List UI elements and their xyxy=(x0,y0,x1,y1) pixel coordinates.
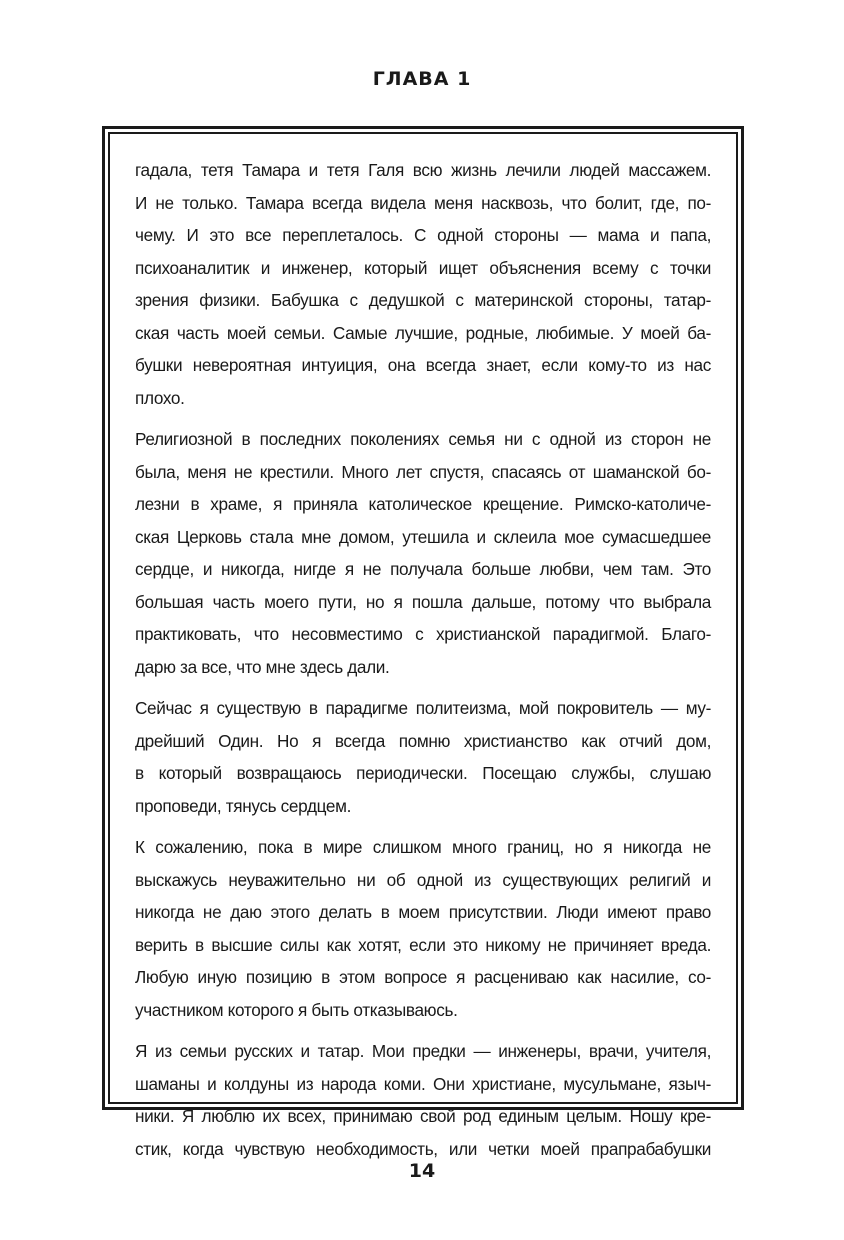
text-line: лезни в храме, я приняла католическое крещение. Римско-католиче- xyxy=(135,494,711,514)
text-line: большая часть моего пути, но я пошла дальше, потому что выбрала xyxy=(135,591,711,612)
text-line: сердце, и никогда, нигде я не получала больше любви, чем там. Это xyxy=(135,559,711,579)
paragraph xyxy=(135,692,711,822)
text-line: шаманы и колдуны из народа коми. Они христиане, мусульмане, языч- xyxy=(135,1073,711,1094)
text-line: ская Церковь стала мне домом, утешила и склеила мое сумасшедшее xyxy=(135,526,711,547)
text-line: гадала, тетя Тамара и тетя Галя всю жизнь лечили людей массажем. xyxy=(135,160,711,180)
text-line: участником которого я быть отказываюсь. xyxy=(135,999,458,1020)
paragraph xyxy=(135,423,711,683)
text-line: ская часть моей семьи. Самые лучшие, родные, любимые. У моей ба- xyxy=(135,322,711,343)
text-line: чему. И это все переплеталось. С одной стороны — мама и папа, xyxy=(135,225,711,245)
paragraph xyxy=(135,154,711,414)
text-line: Любую иную позицию в этом вопросе я расцениваю как насилие, со- xyxy=(135,967,711,987)
text-line: психоаналитик и инженер, который ищет объяснения всему с точки xyxy=(135,257,711,278)
text-line: никогда не даю этого делать в моем присутствии. Люди имеют право xyxy=(135,902,711,922)
text-line: Я из семьи русских и татар. Мои предки — инженеры, врачи, учителя, xyxy=(135,1041,711,1061)
paragraph xyxy=(135,1035,711,1165)
text-line: бушки невероятная интуиция, она всегда знает, если кому-то из нас xyxy=(135,355,711,375)
text-line: К сожалению, пока в мире слишком много границ, но я никогда не xyxy=(135,837,711,857)
text-line: в который возвращаюсь периодически. Посещаю службы, слушаю xyxy=(135,763,711,783)
text-line: дарю за все, что мне здесь дали. xyxy=(135,656,390,677)
chapter-heading: ГЛАВА 1 xyxy=(372,68,472,90)
text-line: проповеди, тянусь сердцем. xyxy=(135,795,352,816)
text-line: ники. Я люблю их всех, принимаю свой род единым целым. Ношу кре- xyxy=(135,1106,711,1126)
text-line: стик, когда чувствую необходимость, или четки моей прапрабабушки xyxy=(135,1138,711,1159)
text-line: плохо. xyxy=(135,387,185,408)
text-line: И не только. Тамара всегда видела меня насквозь, что болит, где, по- xyxy=(135,192,711,213)
text-line: зрения физики. Бабушка с дедушкой с материнской стороны, татар- xyxy=(135,290,711,310)
text-line: верить в высшие силы как хотят, если это никому не причиняет вреда. xyxy=(135,934,711,955)
paragraph xyxy=(135,831,711,1026)
text-line: Религиозной в последних поколениях семья ни с одной из сторон не xyxy=(135,429,711,449)
text-line: Сейчас я существую в парадигме политеизма, мой покровитель — му- xyxy=(135,698,711,718)
page-number: 14 xyxy=(408,1160,436,1182)
text-line: выскажусь неуважительно ни об одной из существующих религий и xyxy=(135,869,711,890)
text-line: была, меня не крестили. Много лет спустя, спасаясь от шаманской бо- xyxy=(135,461,711,482)
text-line: практиковать, что несовместимо с христианской парадигмой. Благо- xyxy=(135,624,711,644)
text-line: дрейший Один. Но я всегда помню христианство как отчий дом, xyxy=(135,730,711,751)
body-text xyxy=(135,154,711,1174)
